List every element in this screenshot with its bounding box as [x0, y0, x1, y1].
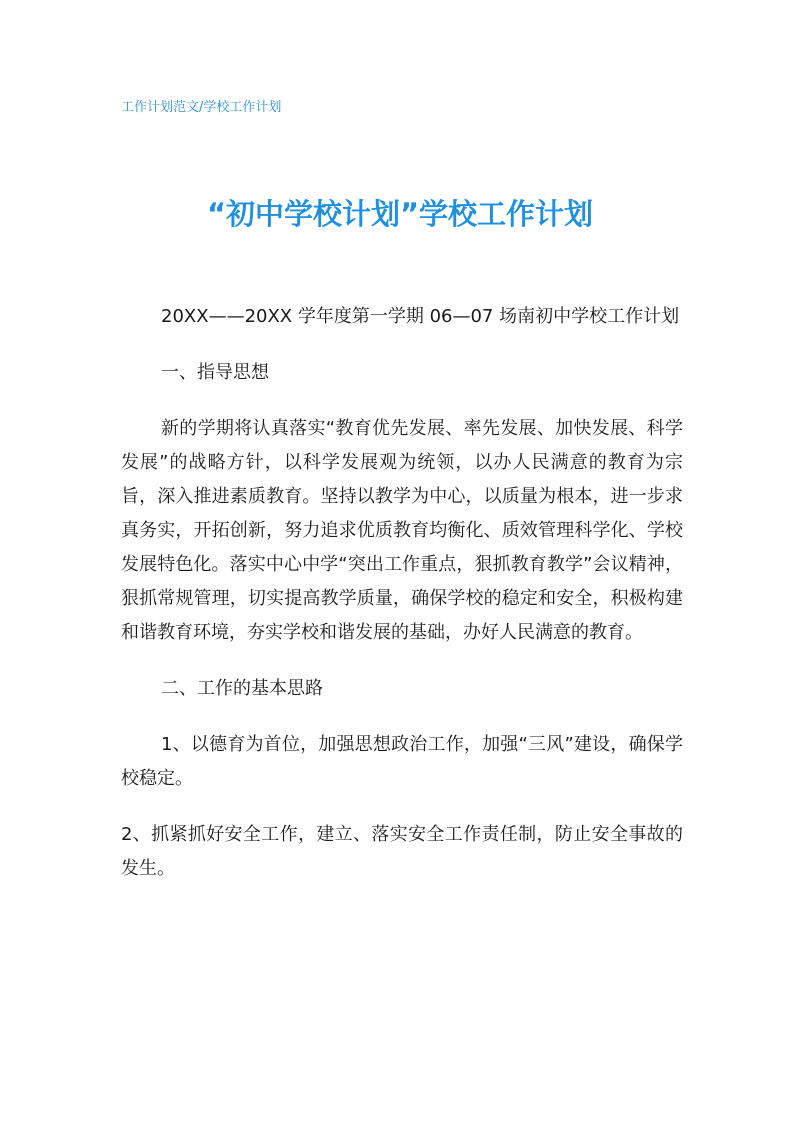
section-heading-basic-approach: 二、工作的基本思路 [161, 678, 323, 699]
section-heading-guiding-ideology: 一、指导思想 [161, 362, 269, 383]
document-body [121, 300, 683, 908]
document-title: “初中学校计划”学校工作计划 [206, 197, 594, 231]
paragraph-school-year-plan: 20XX——20XX 学年度第一学期 06—07 场南初中学校工作计划 [161, 306, 680, 327]
paragraph-item-1: 1、以德育为首位，加强思想政治工作，加强“三风”建设，确保学校稳定。 [121, 734, 683, 789]
paragraph-guiding-ideology: 新的学期将认真落实“教育优先发展、率先发展、加快发展、科学发展”的战略方针，以科学发展观为统领，以办人民满意的教育为宗旨，深入推进素质教育。坚持以教学为中心，以质量为根本，进一步求真务实，开拓创新，努力追求优质教育均衡化、质效管理科学化、学校发展特色化。落实中心中学“突出工作重点，狠抓教育教学”会议精神，狠抓常规管理，切实提高教学质量，确保学校的稳定和安全，积极构建和谐教育环境，夯实学校和谐发展的基础，办好人民满意的教育。 [121, 418, 683, 643]
breadcrumb[interactable]: 工作计划范文/学校工作计划 [121, 100, 282, 115]
paragraph-item-2: 2、抓紧抓好安全工作，建立、落实安全工作责任制，防止安全事故的发生。 [121, 824, 683, 879]
